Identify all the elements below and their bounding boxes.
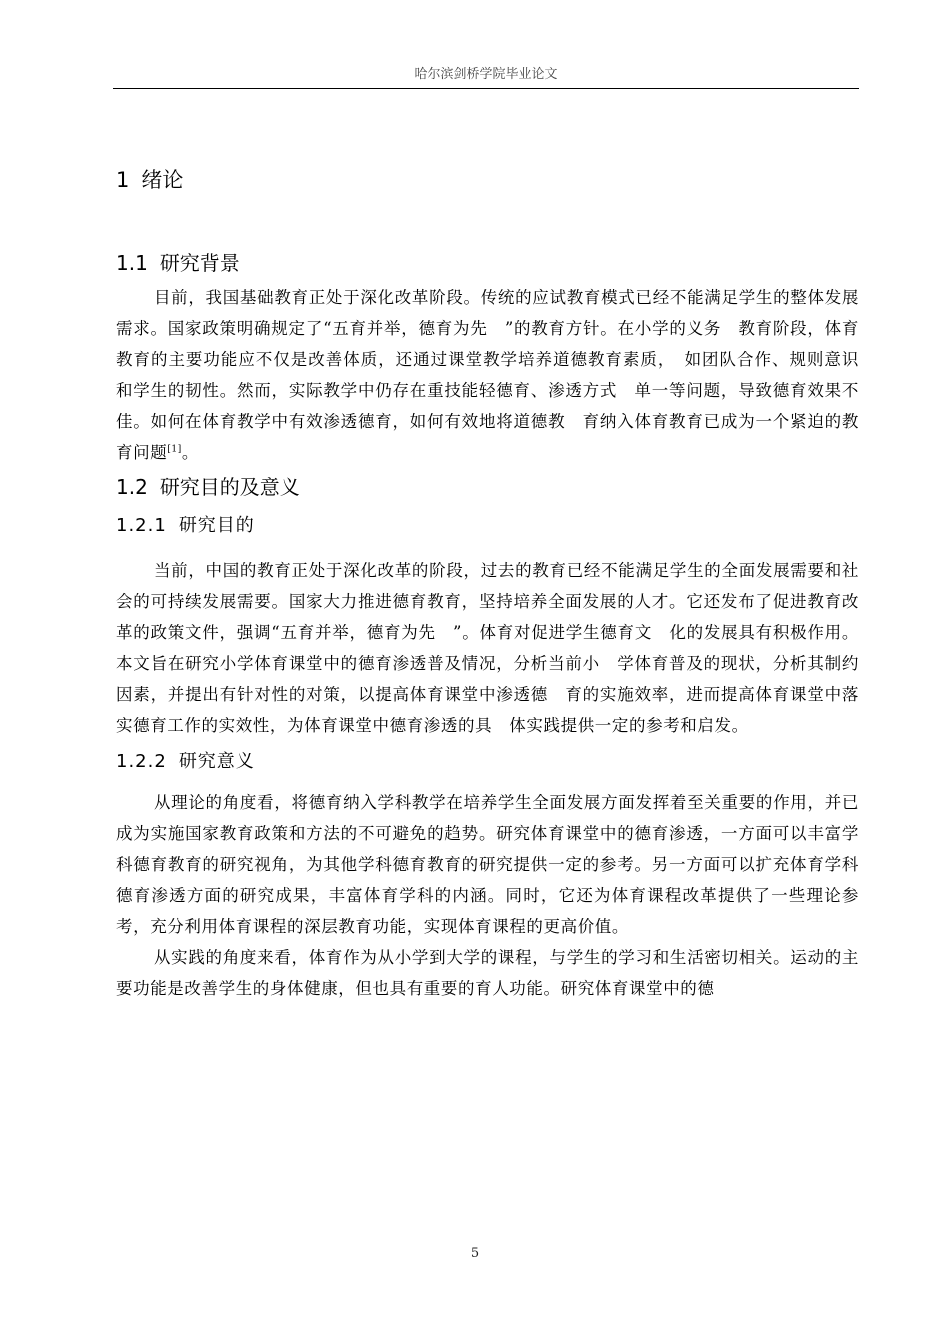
section-title: 研究目的及意义 <box>159 475 300 499</box>
background-paragraph <box>116 282 859 468</box>
significance-paragraph-theory: 从理论的角度看，将德育纳入学科教学在培养学生全面发展方面发挥着至关重要的作用，并已成为实施国家教育政策和方法的不可避免的趋势。研究体育课堂中的德育渗透，一方面可以丰富学科德育教育的研究视角，为其他学科德育教育的研究提供一定的参考。另一方面可以扩充体育学科德育渗透方面的研究成果，丰富体育学科的内涵。同时，它还为体育课程改革提供了一些理论参考，充分利用体育课程的深层教育功能，实现体育课程的更高价值。 <box>116 793 859 936</box>
section-title: 研究背景 <box>159 251 240 275</box>
chapter-number: 1 <box>116 168 130 192</box>
background-text-end: 。 <box>181 443 199 462</box>
section-number: 1.2 <box>116 475 148 499</box>
purpose-paragraph: 当前，中国的教育正处于深化改革的阶段，过去的教育已经不能满足学生的全面发展需要和社会的可持续发展需要。国家大力推进德育教育，坚持培养全面发展的人才。它还发布了促进教育改革的政策文件，强调“五育并举，德育为先 ”。体育对促进学生德育文 化的发展具有积极作用。本文旨在研究小学体育课堂中的德育渗透普及情况，分析当前小 学体育普及的现状，分析其制约因素，并提出有针对性的对策，以提高体育课堂中渗透德 育的实施效率，进而提高体育课堂中落实德育工作的实效性，为体育课堂中德育渗透的具 体实践提供一定的参考和启发。 <box>116 561 859 735</box>
page-number: 5 <box>470 1246 480 1261</box>
section-heading-1-1 <box>116 248 859 278</box>
chapter-title: 绪论 <box>141 168 184 192</box>
subsection-title: 研究目的 <box>178 515 255 536</box>
section-heading-1-2 <box>116 472 859 502</box>
subsection-number: 1.2.1 <box>116 515 167 536</box>
chapter-heading <box>116 165 859 195</box>
subsection-heading-1-2-2 <box>116 747 859 777</box>
page-body <box>116 150 859 1004</box>
section-number: 1.1 <box>116 251 148 275</box>
subsection-number: 1.2.2 <box>116 751 167 772</box>
subsection-heading-1-2-1 <box>116 511 859 541</box>
subsection-title: 研究意义 <box>178 751 255 772</box>
running-header <box>113 62 859 89</box>
running-header-title: 哈尔滨剑桥学院毕业论文 <box>414 67 558 82</box>
citation-mark[interactable]: [1] <box>167 444 182 455</box>
significance-paragraph-practice: 从实践的角度来看，体育作为从小学到大学的课程，与学生的学习和生活密切相关。运动的主要功能是改善学生的身体健康，但也具有重要的育人功能。研究体育课堂中的德 <box>116 948 859 998</box>
background-text: 目前，我国基础教育正处于深化改革阶段。传统的应试教育模式已经不能满足学生的整体发展需求。国家政策明确规定了“五育并举，德育为先 ”的教育方针。在小学的义务 教育阶段，体育教育的主要功能应不仅是改善体质，还通过课堂教学培养道德教育素质， 如团队合作、规则意识和学生的韧性。然而，实际教学中仍存在重技能轻德育、渗透方式 单一等问题，导致德育效果不佳。如何在体育教学中有效渗透德育，如何有效地将道德教 育纳入体育教育已成为一个紧迫的教育问题 <box>116 288 859 462</box>
